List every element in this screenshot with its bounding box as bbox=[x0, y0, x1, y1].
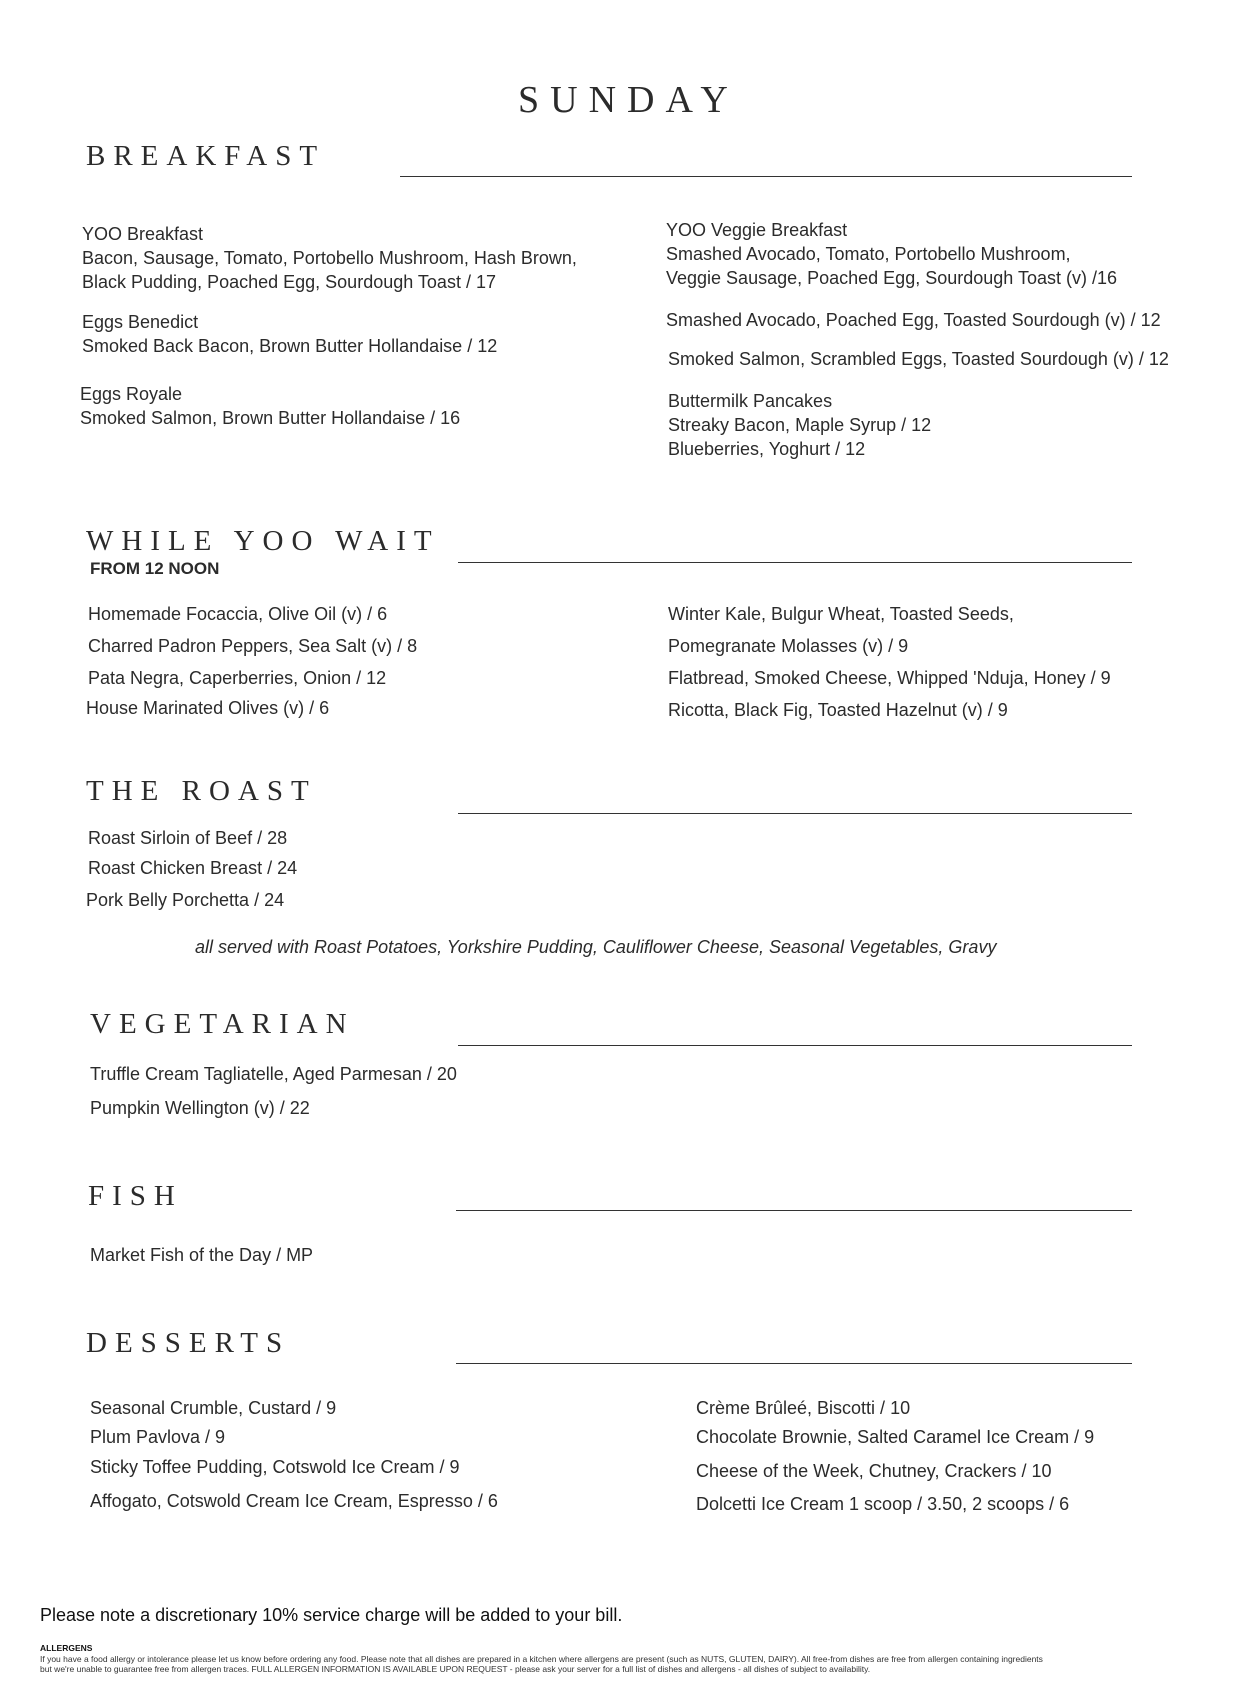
menu-item-desc: Veggie Sausage, Poached Egg, Sourdough Toast (v) /16 bbox=[666, 268, 1117, 288]
section-subheading: FROM 12 NOON bbox=[90, 559, 220, 578]
menu-item: Crème Brûleé, Biscotti / 10 bbox=[696, 1398, 911, 1418]
menu-item-name: YOO Breakfast bbox=[82, 224, 204, 244]
menu-item: Winter Kale, Bulgur Wheat, Toasted Seeds, bbox=[668, 604, 1014, 624]
menu-item-name: Smoked Salmon, Scrambled Eggs, Toasted Sourdough (v) / 12 bbox=[668, 349, 1169, 369]
section-heading-vegetarian: VEGETARIAN bbox=[90, 1008, 355, 1040]
section-heading-desserts: DESSERTS bbox=[86, 1327, 291, 1359]
divider bbox=[458, 562, 1132, 563]
menu-item: Affogato, Cotswold Cream Ice Cream, Espresso / 6 bbox=[90, 1491, 498, 1511]
section-heading-while-yoo-wait: WHILE YOO WAIT bbox=[86, 525, 440, 557]
menu-item-desc: Black Pudding, Poached Egg, Sourdough Toast / 17 bbox=[82, 272, 496, 292]
menu-item-desc: Smoked Back Bacon, Brown Butter Hollandaise / 12 bbox=[82, 336, 498, 356]
menu-item: Flatbread, Smoked Cheese, Whipped 'Nduja, Honey / 9 bbox=[668, 668, 1111, 688]
menu-item: Roast Sirloin of Beef / 28 bbox=[88, 828, 288, 848]
menu-item: Dolcetti Ice Cream 1 scoop / 3.50, 2 scoops / 6 bbox=[696, 1494, 1070, 1514]
menu-item: House Marinated Olives (v) / 6 bbox=[86, 698, 330, 718]
menu-item-desc: Streaky Bacon, Maple Syrup / 12 bbox=[668, 415, 932, 435]
menu-item-desc: Bacon, Sausage, Tomato, Portobello Mushroom, Hash Brown, bbox=[82, 248, 577, 268]
roast-note: all served with Roast Potatoes, Yorkshire Pudding, Cauliflower Cheese, Seasonal Vegetables, Gravy bbox=[195, 937, 997, 957]
menu-item-desc: Smashed Avocado, Tomato, Portobello Mushroom, bbox=[666, 244, 1071, 264]
menu-item-name: Smashed Avocado, Poached Egg, Toasted Sourdough (v) / 12 bbox=[666, 310, 1161, 330]
menu-item: Ricotta, Black Fig, Toasted Hazelnut (v) / 9 bbox=[668, 700, 1008, 720]
menu-item: Seasonal Crumble, Custard / 9 bbox=[90, 1398, 337, 1418]
menu-item: Charred Padron Peppers, Sea Salt (v) / 8 bbox=[88, 636, 418, 656]
allergens-heading: ALLERGENS bbox=[40, 1643, 93, 1653]
menu-item: Plum Pavlova / 9 bbox=[90, 1427, 226, 1447]
service-charge-note: Please note a discretionary 10% service charge will be added to your bill. bbox=[40, 1605, 623, 1625]
menu-item: Pumpkin Wellington (v) / 22 bbox=[90, 1098, 310, 1118]
menu-item: Sticky Toffee Pudding, Cotswold Ice Cream / 9 bbox=[90, 1457, 460, 1477]
divider bbox=[458, 813, 1132, 814]
menu-item: Truffle Cream Tagliatelle, Aged Parmesan / 20 bbox=[90, 1064, 457, 1084]
divider bbox=[456, 1363, 1132, 1364]
divider bbox=[456, 1210, 1132, 1211]
section-heading-breakfast: BREAKFAST bbox=[86, 140, 326, 172]
menu-item: Chocolate Brownie, Salted Caramel Ice Cream / 9 bbox=[696, 1427, 1095, 1447]
menu-item-desc: Blueberries, Yoghurt / 12 bbox=[668, 439, 866, 459]
menu-item: Homemade Focaccia, Olive Oil (v) / 6 bbox=[88, 604, 388, 624]
allergens-text-line-1: If you have a food allergy or intolerance please let us know before ordering any food. Please note that all dishes are prepared in a kitchen where allergens are present (such as NUTS, GLUTEN, DAIRY). All free-from dishes are free from allergen containing ingredients bbox=[40, 1654, 1043, 1664]
page-title: SUNDAY bbox=[518, 79, 739, 121]
menu-item: Roast Chicken Breast / 24 bbox=[88, 858, 298, 878]
divider bbox=[400, 176, 1132, 177]
menu-item-name: Buttermilk Pancakes bbox=[668, 391, 833, 411]
section-heading-fish: FISH bbox=[88, 1180, 183, 1212]
menu-item: Pork Belly Porchetta / 24 bbox=[86, 890, 285, 910]
section-heading-the-roast: THE ROAST bbox=[86, 775, 317, 807]
divider bbox=[458, 1045, 1132, 1046]
menu-item: Pata Negra, Caperberries, Onion / 12 bbox=[88, 668, 387, 688]
allergens-text-line-2: but we're unable to guarantee free from allergen traces. FULL ALLERGEN INFORMATION IS AVAILABLE UPON REQUEST - please ask your server for a full list of dishes and allergens - all dishes of subject to availability. bbox=[40, 1664, 871, 1674]
menu-item: Pomegranate Molasses (v) / 9 bbox=[668, 636, 909, 656]
menu-item-name: YOO Veggie Breakfast bbox=[666, 220, 848, 240]
menu-item: Cheese of the Week, Chutney, Crackers / 10 bbox=[696, 1461, 1052, 1481]
menu-item-name: Eggs Royale bbox=[80, 384, 183, 404]
menu-item-name: Eggs Benedict bbox=[82, 312, 199, 332]
menu-item: Market Fish of the Day / MP bbox=[90, 1245, 314, 1265]
menu-item-desc: Smoked Salmon, Brown Butter Hollandaise / 16 bbox=[80, 408, 461, 428]
